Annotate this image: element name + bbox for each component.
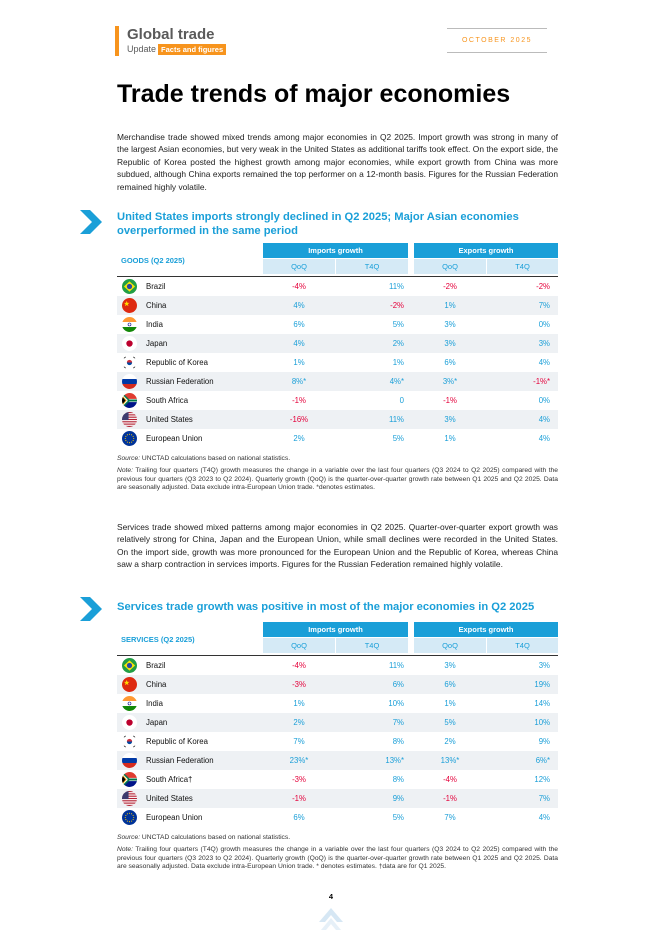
cell-exp-t4q: 3% <box>538 661 550 670</box>
country-name: South Africa† <box>146 775 193 784</box>
cell-exp-qoq: 3%* <box>442 377 458 386</box>
page-number: 4 <box>328 892 334 901</box>
table-row <box>117 656 558 675</box>
unctad-arrow-icon <box>319 906 343 936</box>
cell-exp-qoq: 3% <box>444 415 456 424</box>
cell-imp-t4q: 11% <box>388 661 404 670</box>
brazil-flag-icon <box>122 658 137 673</box>
cell-exp-qoq: 6% <box>444 680 456 689</box>
cell-exp-qoq: -4% <box>443 775 457 784</box>
country-name: European Union <box>146 813 203 822</box>
eu-flag-icon <box>122 810 137 825</box>
cell-exp-t4q: -1%* <box>533 377 550 386</box>
imports-growth-header: Imports growth <box>263 622 408 637</box>
cell-exp-t4q: 3% <box>538 339 550 348</box>
country-name: China <box>146 680 167 689</box>
table-row <box>117 789 558 808</box>
header-accent-bar <box>115 26 119 56</box>
intro-paragraph: Merchandise trade showed mixed trends among major economies in Q2 2025. Import growth was strong in many of the largest Asian economies, but very weak in the United States as additional tariffs took effect. On the export side, the Republic of Korea posted the highest growth among major economies, while export growth from China was more subdued, although China exports remained the top performer on a 12-month basis. Figures for the Russian Federation remained highly volatile. <box>117 132 558 192</box>
korea-flag-icon <box>122 734 137 749</box>
country-name: India <box>146 320 163 329</box>
cell-imp-qoq: 2% <box>293 718 305 727</box>
cell-imp-qoq: 2% <box>293 434 305 443</box>
cell-exp-qoq: 3% <box>444 320 456 329</box>
table-row <box>117 296 558 315</box>
cell-imp-qoq: -3% <box>292 680 306 689</box>
cell-exp-t4q: 4% <box>538 415 550 424</box>
country-name: South Africa <box>146 396 189 405</box>
table-row <box>117 751 558 770</box>
cell-imp-t4q: 10% <box>388 699 404 708</box>
cell-imp-qoq: 1% <box>293 358 305 367</box>
cell-exp-t4q: 4% <box>538 358 550 367</box>
country-name: United States <box>146 415 193 424</box>
cell-imp-qoq: 23%* <box>289 756 309 765</box>
table-row <box>117 410 558 429</box>
cell-imp-t4q: 5% <box>392 434 404 443</box>
issue-date: OCTOBER 2025 <box>447 28 547 53</box>
cell-exp-qoq: 2% <box>444 737 456 746</box>
cell-imp-t4q: 0 <box>399 396 404 405</box>
cell-exp-t4q: 19% <box>534 680 550 689</box>
publication-title: Global trade <box>127 26 215 43</box>
cell-exp-t4q: 7% <box>538 301 550 310</box>
country-name: Japan <box>146 339 168 348</box>
cell-exp-qoq: -1% <box>443 396 457 405</box>
cell-exp-qoq: 7% <box>444 813 456 822</box>
cell-imp-qoq: -16% <box>289 415 309 424</box>
cell-exp-qoq: 3% <box>444 339 456 348</box>
japan-flag-icon <box>122 336 137 351</box>
brazil-flag-icon <box>122 279 137 294</box>
cell-imp-t4q: 8% <box>392 775 404 784</box>
japan-flag-icon <box>122 715 137 730</box>
cell-imp-qoq: -3% <box>292 775 306 784</box>
table-row <box>117 277 558 296</box>
cell-imp-t4q: 11% <box>388 282 404 291</box>
goods-table-rows <box>117 277 558 448</box>
cell-exp-qoq: 3% <box>444 661 456 670</box>
country-name: Republic of Korea <box>146 358 208 367</box>
services-note <box>117 846 558 872</box>
section-chevron-icon <box>80 210 102 234</box>
cell-imp-t4q: 13%* <box>385 756 404 765</box>
cell-exp-t4q: 12% <box>534 775 550 784</box>
cell-exp-t4q: 7% <box>538 794 550 803</box>
cell-imp-t4q: 11% <box>388 415 404 424</box>
exports-t4q-header: T4Q <box>487 259 558 274</box>
exports-qoq-header: QoQ <box>414 638 486 653</box>
cell-imp-t4q: 7% <box>392 718 404 727</box>
cell-exp-qoq: -1% <box>443 794 457 803</box>
country-name: China <box>146 301 167 310</box>
russia-flag-icon <box>122 374 137 389</box>
cell-exp-t4q: 9% <box>538 737 550 746</box>
source-label: Source: <box>117 834 141 841</box>
cell-imp-t4q: 9% <box>392 794 404 803</box>
table-row <box>117 353 558 372</box>
goods-table-label: GOODS (Q2 2025) <box>121 256 185 265</box>
services-paragraph: Services trade showed mixed patterns among major economies in Q2 2025. Quarter-over-quarter export growth was relatively strong for China, Japan and the European Union, while small declines were recorded in the United States. On the import side, growth was more pronounced for the European Union and the Republic of Korea, whereas China saw a sharp contraction in services imports. Figures for the Russian Federation remained highly volatile. <box>117 522 558 570</box>
country-name: United States <box>146 794 193 803</box>
country-name: Japan <box>146 718 168 727</box>
table-row <box>117 808 558 827</box>
goods-note <box>117 467 558 493</box>
india-flag-icon <box>122 317 137 332</box>
imports-t4q-header: T4Q <box>336 638 408 653</box>
cell-exp-qoq: 1% <box>444 699 456 708</box>
cell-imp-t4q: 4%* <box>389 377 404 386</box>
usa-flag-icon <box>122 412 137 427</box>
cell-exp-t4q: -2% <box>536 282 550 291</box>
cell-exp-t4q: 0% <box>538 396 550 405</box>
cell-imp-qoq: 7% <box>293 737 305 746</box>
services-table-rows <box>117 656 558 827</box>
table-row <box>117 675 558 694</box>
note-text: Trailing four quarters (T4Q) growth measures the change in a variable over the last four quarters (Q3 2024 to Q2 2025) compared with the previous four quarters (Q3 2023 to Q2 2024). Quarterly growth (QoQ) is the quarter-over-quarter growth rate between Q1 2025 and Q2 2025. Data are seasonally adjusted. Data exclude intra-European Union trade. *denotes estimates. <box>117 467 558 492</box>
source-label: Source: <box>117 455 141 462</box>
exports-growth-header: Exports growth <box>414 622 558 637</box>
table-row <box>117 391 558 410</box>
cell-exp-qoq: 5% <box>444 718 456 727</box>
table-row <box>117 770 558 789</box>
country-name: Russian Federation <box>146 756 214 765</box>
table-row <box>117 713 558 732</box>
cell-imp-qoq: -1% <box>292 794 306 803</box>
subtitle-tag: Facts and figures <box>158 44 226 55</box>
south-africa-flag-icon <box>122 772 137 787</box>
table-row <box>117 334 558 353</box>
source-text: UNCTAD calculations based on national statistics. <box>140 834 291 841</box>
source-text: UNCTAD calculations based on national statistics. <box>140 455 291 462</box>
country-name: European Union <box>146 434 203 443</box>
cell-exp-t4q: 0% <box>538 320 550 329</box>
south-africa-flag-icon <box>122 393 137 408</box>
exports-growth-header: Exports growth <box>414 243 558 258</box>
cell-exp-t4q: 4% <box>538 813 550 822</box>
cell-exp-qoq: 1% <box>444 301 456 310</box>
services-section-title: Services trade growth was positive in most of the major economies in Q2 2025 <box>117 601 535 613</box>
cell-exp-qoq: 6% <box>444 358 456 367</box>
services-table-label: SERVICES (Q2 2025) <box>121 635 195 644</box>
imports-qoq-header: QoQ <box>263 259 335 274</box>
usa-flag-icon <box>122 791 137 806</box>
cell-imp-t4q: 1% <box>392 358 404 367</box>
table-row <box>117 732 558 751</box>
imports-t4q-header: T4Q <box>336 259 408 274</box>
country-name: India <box>146 699 163 708</box>
section-chevron-icon <box>80 597 102 621</box>
cell-imp-t4q: 8% <box>392 737 404 746</box>
korea-flag-icon <box>122 355 137 370</box>
cell-exp-qoq: 1% <box>444 434 456 443</box>
table-row <box>117 372 558 391</box>
cell-imp-qoq: 1% <box>293 699 305 708</box>
note-label: Note: <box>117 846 133 853</box>
country-name: Brazil <box>146 661 166 670</box>
cell-imp-qoq: 4% <box>293 339 305 348</box>
eu-flag-icon <box>122 431 137 446</box>
goods-source <box>117 455 558 464</box>
cell-imp-qoq: 6% <box>293 320 305 329</box>
subtitle-text: Update <box>127 44 157 54</box>
cell-imp-qoq: -4% <box>292 282 306 291</box>
cell-exp-t4q: 4% <box>538 434 550 443</box>
cell-exp-t4q: 14% <box>534 699 550 708</box>
note-label: Note: <box>117 467 133 474</box>
goods-section-title: United States imports strongly declined in Q2 2025; Major Asian economies overperformed in the same period <box>117 211 519 237</box>
country-name: Republic of Korea <box>146 737 208 746</box>
imports-growth-header: Imports growth <box>263 243 408 258</box>
exports-qoq-header: QoQ <box>414 259 486 274</box>
table-row <box>117 315 558 334</box>
india-flag-icon <box>122 696 137 711</box>
country-name: Russian Federation <box>146 377 214 386</box>
cell-exp-t4q: 10% <box>534 718 550 727</box>
china-flag-icon <box>122 298 137 313</box>
page-title: Trade trends of major economies <box>117 80 511 108</box>
table-row <box>117 429 558 448</box>
cell-exp-qoq: 13%* <box>440 756 460 765</box>
china-flag-icon <box>122 677 137 692</box>
cell-imp-t4q: 5% <box>392 320 404 329</box>
cell-imp-qoq: -1% <box>292 396 306 405</box>
table-row <box>117 694 558 713</box>
cell-imp-qoq: 4% <box>293 301 305 310</box>
russia-flag-icon <box>122 753 137 768</box>
cell-imp-qoq: -4% <box>292 661 306 670</box>
country-name: Brazil <box>146 282 166 291</box>
services-source <box>117 834 558 843</box>
cell-imp-t4q: 6% <box>392 680 404 689</box>
cell-imp-qoq: 8%* <box>291 377 307 386</box>
cell-exp-qoq: -2% <box>443 282 457 291</box>
cell-imp-t4q: -2% <box>390 301 404 310</box>
note-text: Trailing four quarters (T4Q) growth measures the change in a variable over the last four quarters (Q3 2024 to Q2 2025) compared with the previous four quarters (Q3 2023 to Q2 2024). Quarterly growth (QoQ) is the quarter-over-quarter growth rate between Q1 2025 and Q2 2025. Data are seasonally adjusted. Data exclude intra-European Union trade. * denotes estimates. †data are for Q1 2025. <box>117 846 558 871</box>
cell-imp-t4q: 5% <box>392 813 404 822</box>
cell-imp-qoq: 6% <box>293 813 305 822</box>
publication-subtitle <box>127 44 226 55</box>
imports-qoq-header: QoQ <box>263 638 335 653</box>
cell-exp-t4q: 6%* <box>535 756 550 765</box>
exports-t4q-header: T4Q <box>487 638 558 653</box>
cell-imp-t4q: 2% <box>392 339 404 348</box>
